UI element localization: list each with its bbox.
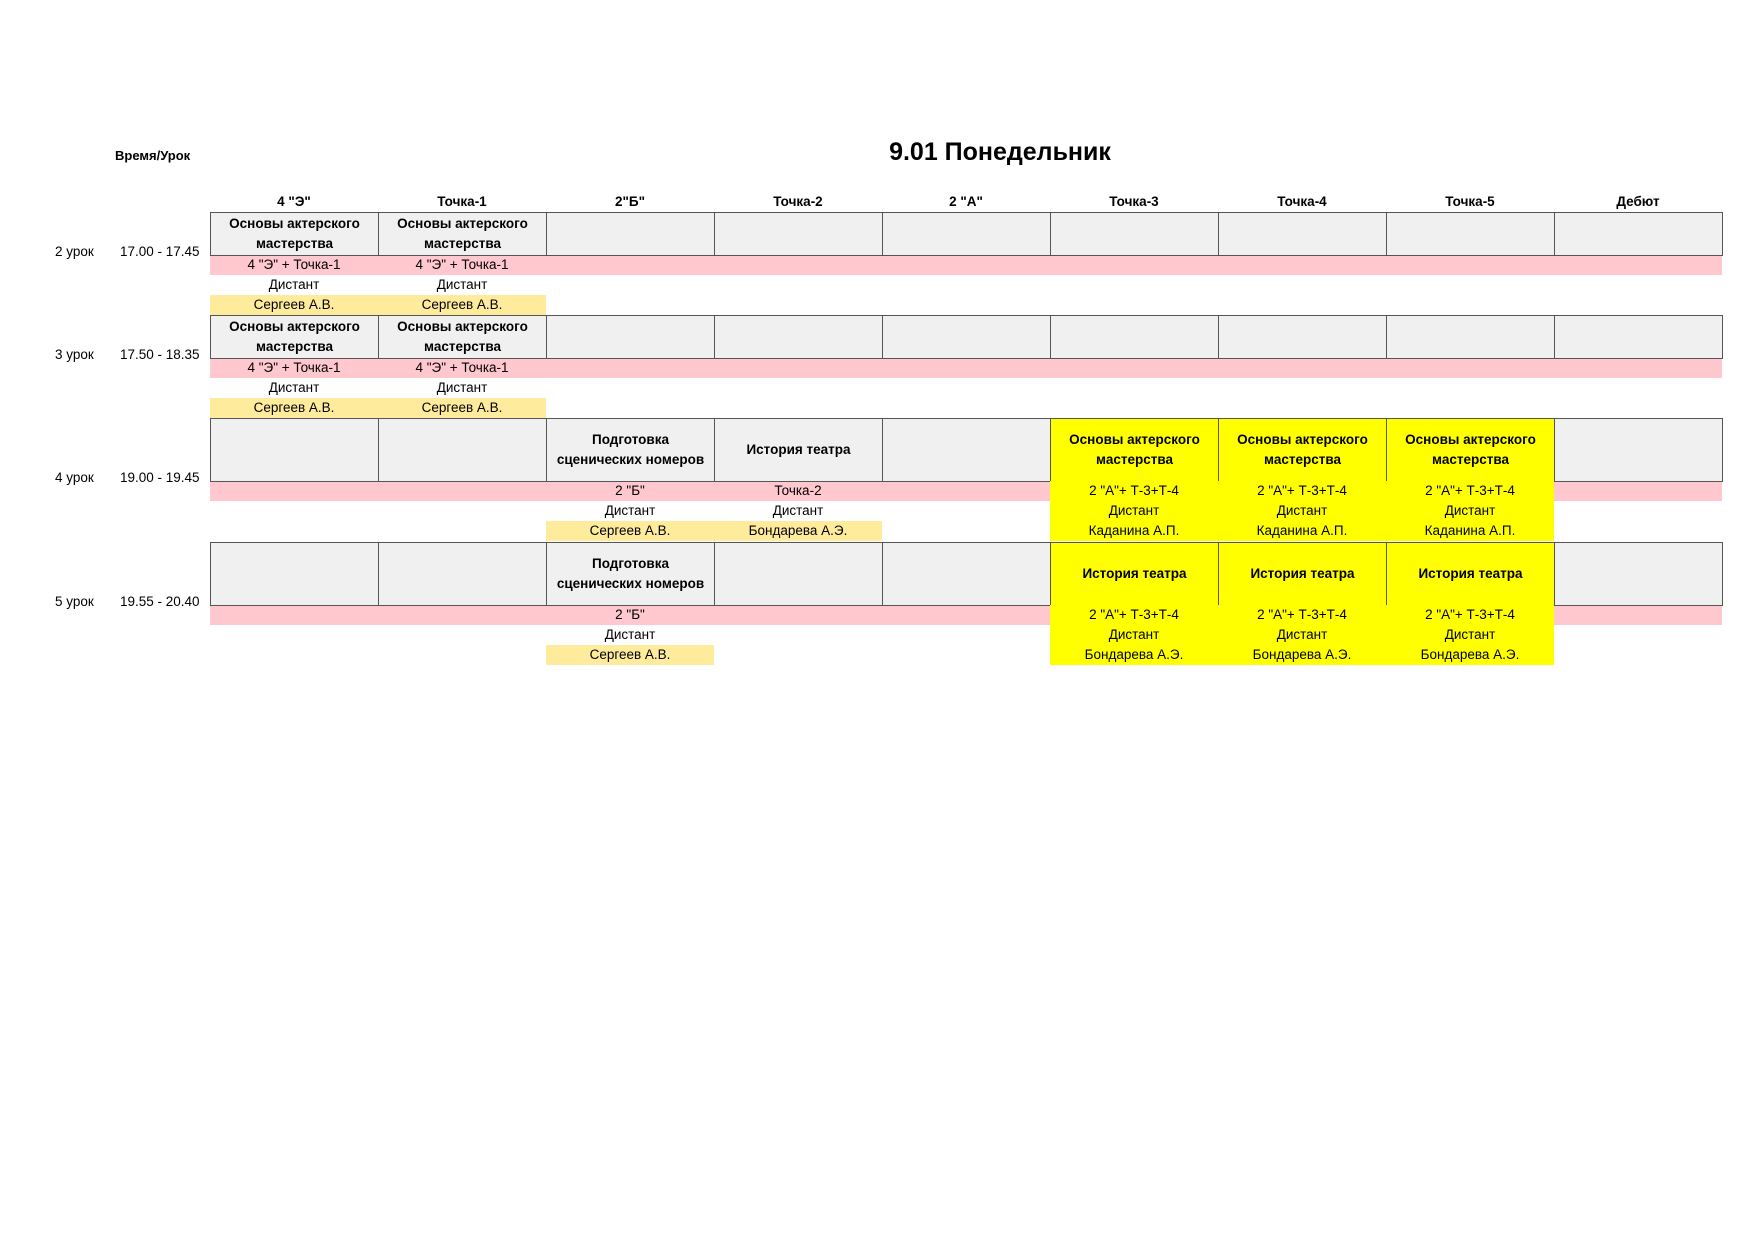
lesson-time: 17.00 - 17.45 — [120, 244, 200, 259]
mode-cell: Дистант — [268, 277, 320, 292]
subject-cell: Основы актерского мастерства — [210, 212, 379, 256]
column-header: Точка-1 — [437, 194, 487, 209]
mode-cell: Дистант — [772, 503, 824, 518]
column-header: Точка-5 — [1445, 194, 1495, 209]
column-header: Точка-3 — [1109, 194, 1159, 209]
lesson-label: 3 урок — [55, 347, 94, 362]
group-cell: 2 "А"+ Т-3+Т-4 — [1218, 481, 1386, 501]
subject-cell — [882, 418, 1051, 482]
mode-cell: Дистант — [1218, 625, 1386, 645]
lesson-label: 4 урок — [55, 470, 94, 485]
mode-cell: Дистант — [604, 627, 656, 642]
subject-cell — [882, 212, 1051, 256]
teacher-cell: Сергеев А.В. — [546, 645, 714, 665]
group-cell: 2 "А"+ Т-3+Т-4 — [1386, 481, 1554, 501]
subject-cell — [1386, 212, 1555, 256]
teacher-cell: Бондарева А.Э. — [1386, 645, 1554, 665]
group-cell: 4 "Э" + Точка-1 — [415, 257, 509, 272]
lesson-label: 2 урок — [55, 244, 94, 259]
subject-cell — [1050, 212, 1219, 256]
subject-cell — [1554, 315, 1723, 359]
subject-cell — [378, 542, 547, 606]
subject-cell — [210, 542, 379, 606]
time-lesson-header: Время/Урок — [115, 148, 191, 163]
subject-cell — [882, 542, 1051, 606]
subject-cell — [378, 418, 547, 482]
subject-cell — [1386, 315, 1555, 359]
subject-cell — [714, 542, 883, 606]
mode-cell: Дистант — [604, 503, 656, 518]
lesson-time: 17.50 - 18.35 — [120, 347, 200, 362]
teacher-cell: Сергеев А.В. — [210, 295, 378, 315]
subject-cell — [882, 315, 1051, 359]
mode-cell: Дистант — [1386, 501, 1554, 521]
page-title: 9.01 Понедельник — [889, 138, 1111, 166]
mode-cell: Дистант — [1386, 625, 1554, 645]
mode-cell: Дистант — [1050, 625, 1218, 645]
teacher-cell: Сергеев А.В. — [210, 398, 378, 418]
group-cell: 4 "Э" + Точка-1 — [247, 257, 341, 272]
group-cell: Точка-2 — [774, 483, 822, 498]
group-cell: 2 "Б" — [615, 607, 645, 622]
group-cell: 2 "А"+ Т-3+Т-4 — [1218, 605, 1386, 625]
subject-cell: История театра — [1050, 542, 1219, 606]
subject-cell: Основы актерского мастерства — [1050, 418, 1219, 482]
subject-cell: Подготовка сценических номеров — [546, 542, 715, 606]
subject-cell: История театра — [1218, 542, 1387, 606]
subject-cell — [714, 315, 883, 359]
teacher-cell: Бондарева А.Э. — [714, 521, 882, 541]
subject-cell: Основы актерского мастерства — [378, 212, 547, 256]
subject-cell — [1218, 212, 1387, 256]
teacher-cell: Сергеев А.В. — [546, 521, 714, 541]
teacher-cell: Бондарева А.Э. — [1050, 645, 1218, 665]
lesson-time: 19.00 - 19.45 — [120, 470, 200, 485]
mode-cell: Дистант — [268, 380, 320, 395]
column-header: Дебют — [1616, 194, 1660, 209]
subject-cell — [546, 212, 715, 256]
subject-cell — [1050, 315, 1219, 359]
mode-cell: Дистант — [436, 277, 488, 292]
mode-cell: Дистант — [1050, 501, 1218, 521]
subject-cell — [546, 315, 715, 359]
column-header: Точка-2 — [773, 194, 823, 209]
column-header: 2 "А" — [949, 194, 983, 209]
teacher-cell: Каданина А.П. — [1218, 521, 1386, 541]
subject-cell: Основы актерского мастерства — [1386, 418, 1555, 482]
group-cell: 2 "А"+ Т-3+Т-4 — [1050, 605, 1218, 625]
group-cell: 4 "Э" + Точка-1 — [415, 360, 509, 375]
lesson-time: 19.55 - 20.40 — [120, 594, 200, 609]
subject-cell: Основы актерского мастерства — [1218, 418, 1387, 482]
lesson-label: 5 урок — [55, 594, 94, 609]
teacher-cell: Каданина А.П. — [1050, 521, 1218, 541]
subject-cell: Подготовка сценических номеров — [546, 418, 715, 482]
subject-cell: История театра — [1386, 542, 1555, 606]
subject-cell — [714, 212, 883, 256]
mode-cell: Дистант — [1218, 501, 1386, 521]
teacher-cell: Сергеев А.В. — [378, 398, 546, 418]
teacher-cell: Сергеев А.В. — [378, 295, 546, 315]
mode-cell: Дистант — [436, 380, 488, 395]
group-cell: 4 "Э" + Точка-1 — [247, 360, 341, 375]
column-header: Точка-4 — [1277, 194, 1327, 209]
column-header: 4 "Э" — [277, 194, 311, 209]
column-header: 2"Б" — [614, 194, 645, 209]
teacher-cell: Бондарева А.Э. — [1218, 645, 1386, 665]
subject-cell — [1554, 542, 1723, 606]
group-cell: 2 "А"+ Т-3+Т-4 — [1050, 481, 1218, 501]
subject-cell: История театра — [714, 418, 883, 482]
subject-cell — [1554, 418, 1723, 482]
subject-cell — [1554, 212, 1723, 256]
subject-cell: Основы актерского мастерства — [378, 315, 547, 359]
group-cell: 2 "А"+ Т-3+Т-4 — [1386, 605, 1554, 625]
subject-cell — [1218, 315, 1387, 359]
group-cell: 2 "Б" — [615, 483, 645, 498]
subject-cell: Основы актерского мастерства — [210, 315, 379, 359]
teacher-cell: Каданина А.П. — [1386, 521, 1554, 541]
subject-cell — [210, 418, 379, 482]
